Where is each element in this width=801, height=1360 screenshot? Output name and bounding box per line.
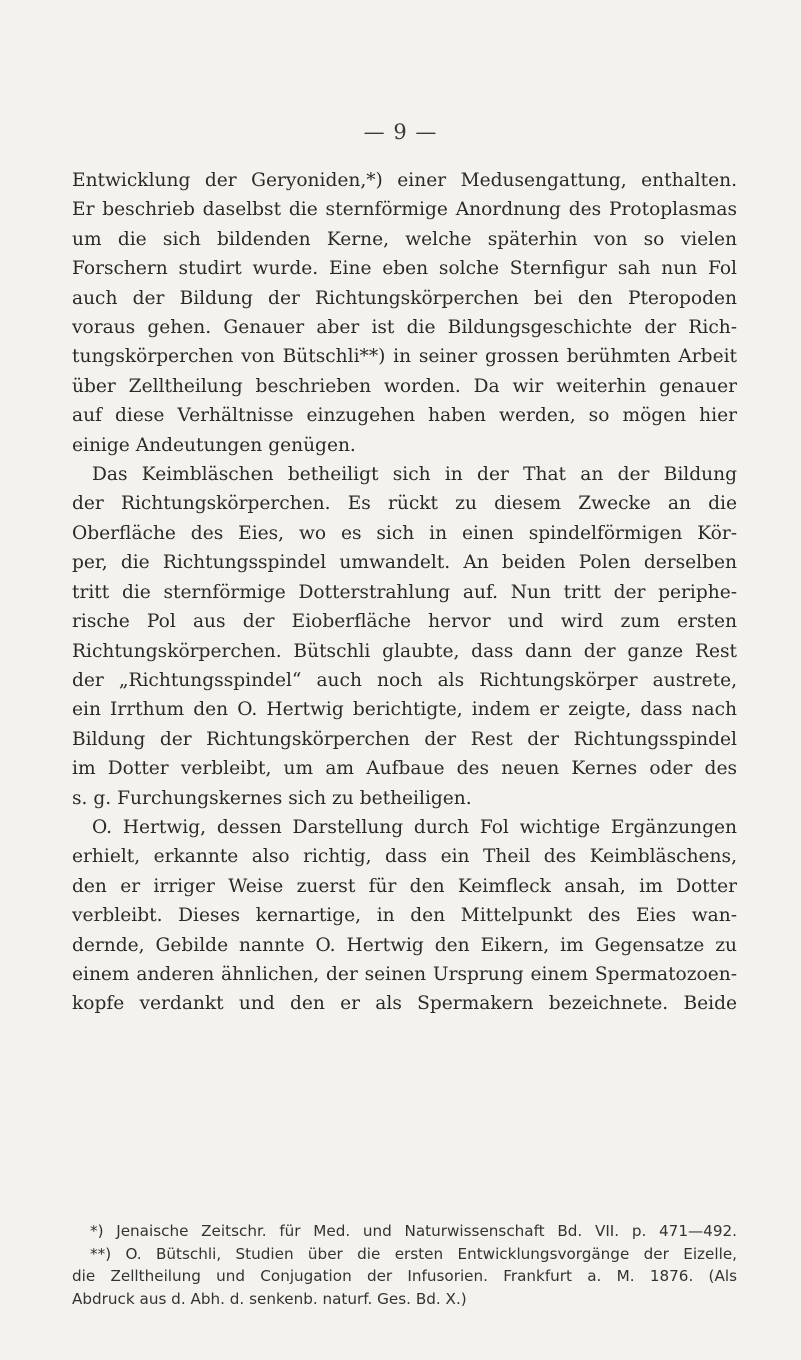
text-line: kopfe verdankt und den er als Spermakern bezeichnete. Beide (72, 993, 737, 1015)
text-line: auf diese Verhältnisse einzugehen haben werden, so mögen hier (72, 405, 737, 427)
text-line: rische Pol aus der Eioberfläche hervor und wird zum ersten (72, 611, 737, 633)
text-line: der „Richtungsspindel“ auch noch als Richtungskörper austrete, (72, 669, 737, 691)
text-line: ein Irrthum den O. Hertwig berichtigte, indem er zeigte, dass nach (72, 699, 737, 721)
footnote-line: **) O. Bütschli, Studien über die ersten Entwicklungsvorgänge der Eizelle, (90, 1244, 737, 1263)
footnote-line: *) Jenaische Zeitschr. für Med. und Naturwissenschaft Bd. VII. p. 471—492. (90, 1222, 737, 1240)
text-line: über Zelltheilung beschrieben worden. Da wir weiterhin genauer (72, 375, 737, 397)
text-line: Bildung der Richtungskörperchen der Rest der Richtungsspindel (72, 728, 737, 750)
text-line: Das Keimbläschen betheiligt sich in der That an der Bildung (92, 464, 737, 486)
text-line: Oberfläche des Eies, wo es sich in einen spindelförmigen Kör- (72, 522, 737, 544)
text-line: Er beschrieb daselbst die sternförmige Anordnung des Protoplasmas (72, 199, 737, 221)
footnotes (72, 1220, 737, 1310)
text-line: tritt die sternförmige Dotterstrahlung auf. Nun tritt der periphe- (72, 581, 737, 603)
text-line: auch der Bildung der Richtungskörperchen bei den Pteropoden (72, 287, 737, 309)
text-line: einem anderen ähnlichen, der seinen Ursprung einem Spermatozoen- (72, 963, 737, 985)
text-line: den er irriger Weise zuerst für den Keimfleck ansah, im Dotter (72, 875, 737, 897)
text-line: erhielt, erkannte also richtig, dass ein Theil des Keimbläschens, (72, 846, 737, 868)
footnote-line: die Zelltheilung und Conjugation der Infusorien. Frankfurt a. M. 1876. (Als (72, 1267, 737, 1285)
text-line: dernde, Gebilde nannte O. Hertwig den Eikern, im Gegensatze zu (72, 934, 737, 956)
text-line: s. g. Furchungskernes sich zu betheiligen. (72, 787, 472, 809)
text-line: einige Andeutungen genügen. (72, 434, 356, 456)
page-number: — 9 — (363, 120, 438, 144)
body-text (72, 166, 737, 1019)
text-line: per, die Richtungsspindel umwandelt. An beiden Polen derselben (72, 552, 737, 574)
text-line: Richtungskörperchen. Bütschli glaubte, dass dann der ganze Rest (72, 640, 737, 662)
text-line: Entwicklung der Geryoniden,*) einer Medusengattung, enthalten. (72, 170, 737, 191)
text-line: Forschern studirt wurde. Eine eben solche Sternfigur sah nun Fol (72, 258, 737, 280)
text-line: der Richtungskörperchen. Es rückt zu diesem Zwecke an die (72, 493, 737, 515)
text-line: tungskörperchen von Bütschli**) in seiner grossen berühmten Arbeit (72, 346, 737, 368)
text-line: um die sich bildenden Kerne, welche späterhin von so vielen (72, 228, 737, 250)
text-line: voraus gehen. Genauer aber ist die Bildungsgeschichte der Rich- (72, 317, 737, 339)
footnote-line: Abdruck aus d. Abh. d. senkenb. naturf. Ges. Bd. X.) (72, 1289, 467, 1308)
text-line: O. Hertwig, dessen Darstellung durch Fol wichtige Ergänzungen (92, 816, 737, 838)
text-line: im Dotter verbleibt, um am Aufbaue des neuen Kernes oder des (72, 758, 737, 780)
text-line: verbleibt. Dieses kernartige, in den Mittelpunkt des Eies wan- (72, 905, 737, 927)
